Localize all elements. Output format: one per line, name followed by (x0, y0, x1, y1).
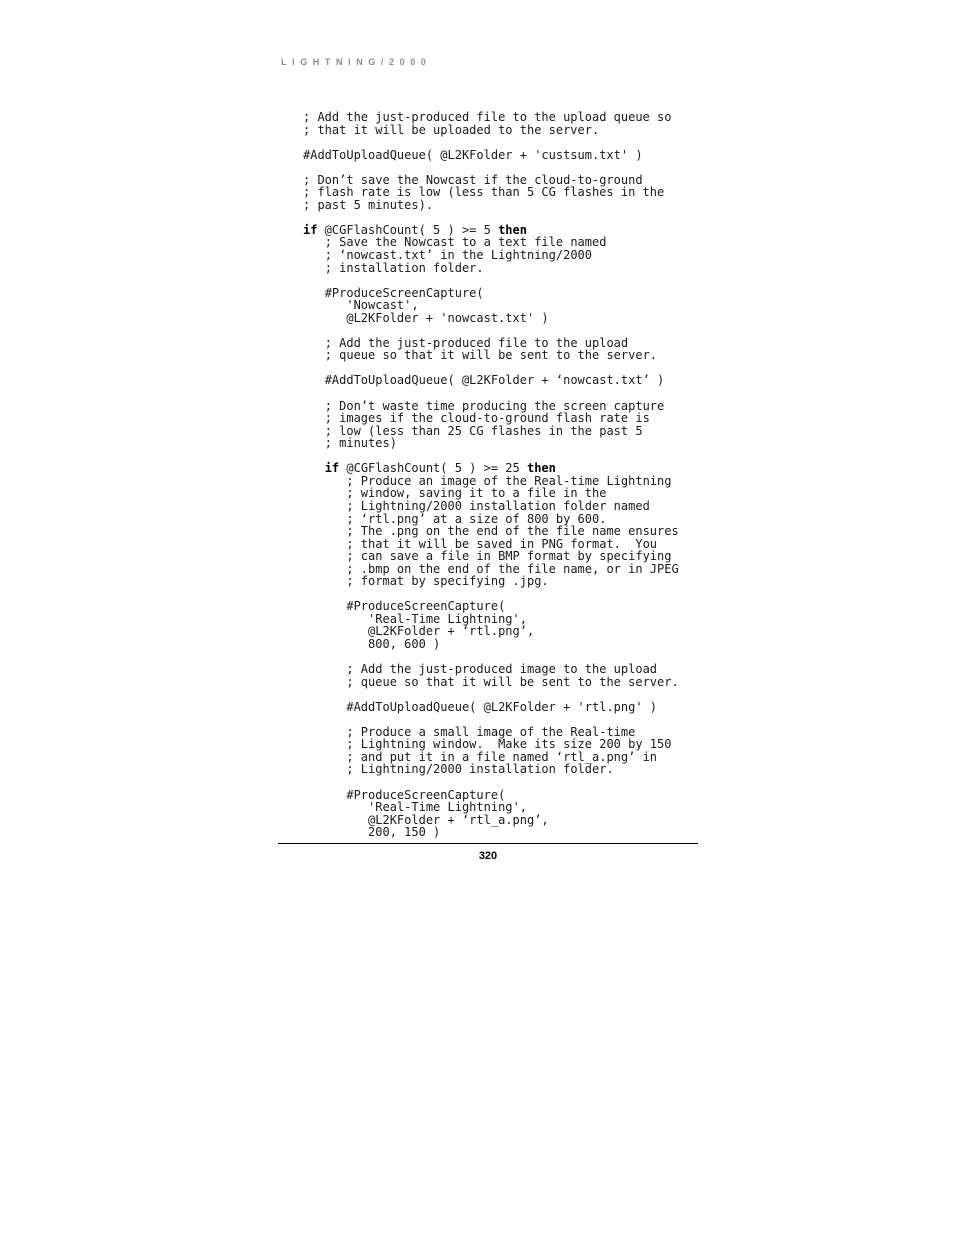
code-text: #AddToUploadQueue( @L2KFolder + 'custsum.txt' ) (303, 147, 643, 162)
code-line (303, 312, 679, 325)
page-number: 320 (478, 850, 498, 862)
code-line (303, 638, 679, 651)
keyword-then: then (526, 461, 556, 476)
code-text: ; ‘rtl.png’ at a size of 800 by 600. (346, 511, 607, 526)
code-text: ; window, saving it to a file in the (346, 486, 607, 501)
code-text: ; that it will be uploaded to the server. (303, 122, 600, 137)
code-text: ; images if the cloud-to-ground flash rate is (324, 411, 650, 426)
code-text: ; can save a file in BMP format by specifying (346, 549, 672, 564)
code-text: @CGFlashCount( 5 ) >= 25 (339, 461, 527, 476)
code-text: #AddToUploadQueue( @L2KFolder + 'rtl.png' ) (346, 699, 658, 714)
code-text: ; Lightning/2000 installation folder named (346, 498, 650, 513)
code-text: @L2KFolder + 'nowcast.txt' ) (346, 310, 549, 325)
code-text: ; ‘nowcast.txt’ in the Lightning/2000 (324, 248, 592, 263)
code-text: ; past 5 minutes). (303, 197, 434, 212)
code-text: ; Don’t waste time producing the screen capture (324, 398, 665, 413)
code-text: #ProduceScreenCapture( (346, 787, 506, 802)
code-text: ; minutes) (324, 436, 397, 451)
code-text: 200, 150 ) (368, 825, 441, 840)
code-text: ; Add the just-produced image to the upload (346, 662, 658, 677)
keyword-if: if (324, 461, 340, 476)
code-text: ; Produce an image of the Real-time Lightning (346, 473, 672, 488)
code-text: @L2KFolder + ‘rtl.png’, (368, 624, 535, 639)
code-text: ; .bmp on the end of the file name, or in JPEG (346, 561, 679, 576)
code-text: ; low (less than 25 CG flashes in the past 5 (324, 423, 643, 438)
code-line (303, 763, 679, 776)
code-text: ; Don’t save the Nowcast if the cloud-to-ground (303, 172, 643, 187)
code-text: 'Nowcast', (346, 298, 419, 313)
code-line (303, 149, 679, 162)
code-text: 'Real-Time Lightning', (368, 611, 527, 626)
code-text: ; Produce a small image of the Real-time (346, 724, 636, 739)
code-line (303, 374, 679, 387)
keyword-then: then (498, 222, 527, 237)
keyword-if: if (303, 222, 318, 237)
code-text: @CGFlashCount( 5 ) >= 5 (317, 222, 499, 237)
code-text: #ProduceScreenCapture( (346, 599, 506, 614)
code-line (303, 124, 679, 137)
code-text: ; flash rate is low (less than 5 CG flashes in the (303, 185, 665, 200)
code-text: ; that it will be saved in PNG format. You (346, 536, 658, 551)
code-line (303, 437, 679, 450)
code-text: #AddToUploadQueue( @L2KFolder + ‘nowcast.txt’ ) (324, 373, 665, 388)
footer-divider (278, 843, 698, 844)
code-text: ; Lightning window. Make its size 200 by 150 (346, 737, 672, 752)
code-listing (303, 111, 679, 839)
code-text: ; queue so that it will be sent to the server. (346, 674, 679, 689)
code-text: ; The .png on the end of the file name ensures (346, 524, 679, 539)
code-line (303, 701, 679, 714)
code-text: ; Save the Nowcast to a text file named (324, 235, 607, 250)
code-text: #ProduceScreenCapture( (324, 285, 484, 300)
code-line (303, 199, 679, 212)
code-text: ; queue so that it will be sent to the server. (324, 348, 658, 363)
code-text: ; Add the just-produced file to the upload queue so (303, 110, 672, 124)
code-text: ; Add the just-produced file to the upload (324, 335, 629, 350)
code-text: @L2KFolder + ‘rtl_a.png’, (368, 812, 549, 827)
code-text: ; Lightning/2000 installation folder. (346, 762, 614, 777)
code-line (303, 575, 679, 588)
code-line (303, 349, 679, 362)
code-line (303, 826, 679, 839)
running-header: LIGHTNING/2000 (281, 57, 432, 67)
code-text: ; and put it in a file named ‘rtl_a.png’ in (346, 749, 658, 764)
code-text: 800, 600 ) (368, 636, 441, 651)
code-line (303, 262, 679, 275)
code-line (303, 676, 679, 689)
code-text: 'Real-Time Lightning', (368, 800, 527, 815)
code-text: ; format by specifying .jpg. (346, 574, 549, 589)
code-text: ; installation folder. (324, 260, 484, 275)
